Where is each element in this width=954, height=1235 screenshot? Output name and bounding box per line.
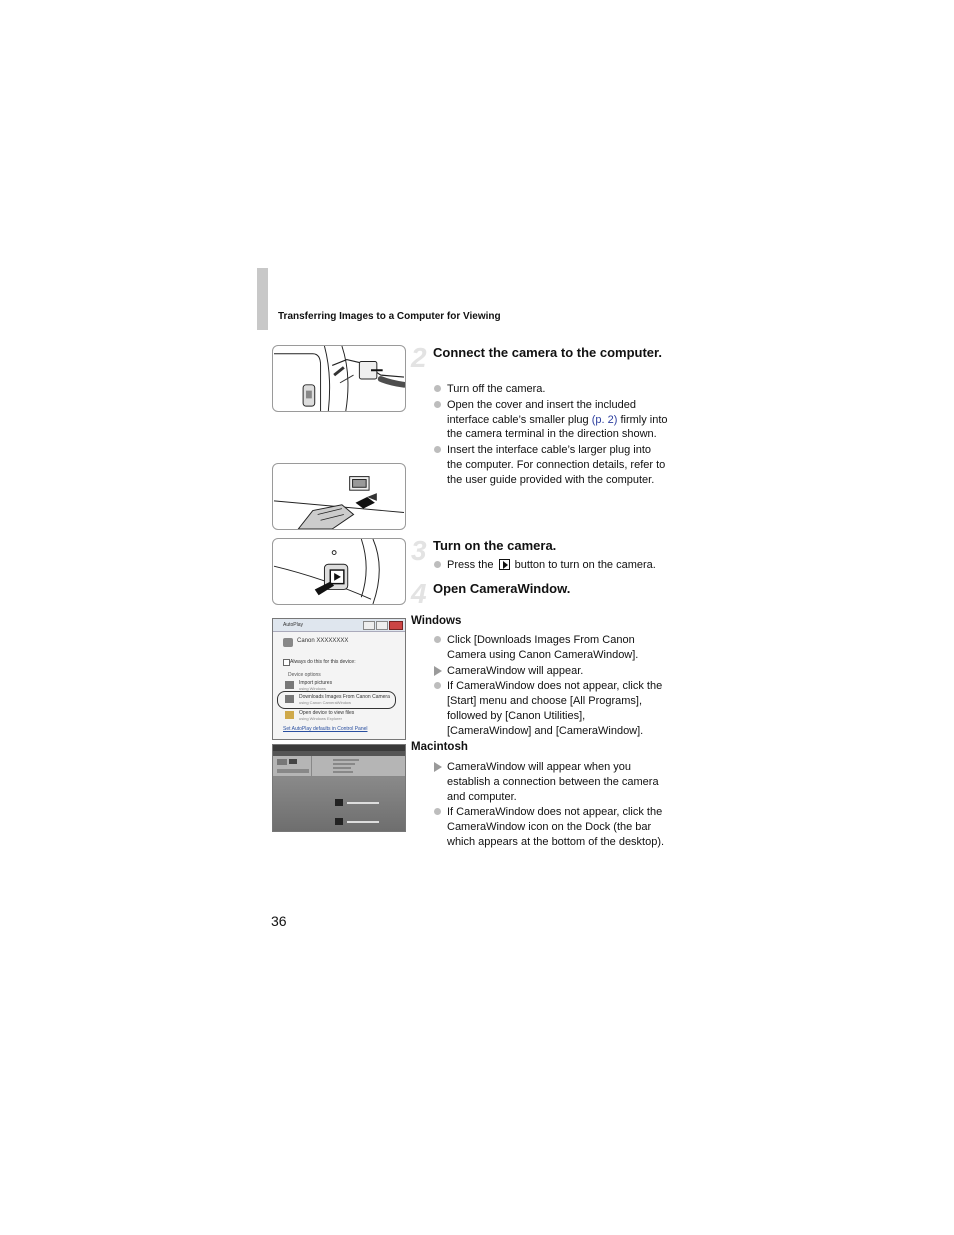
bullet-insert-large-plug: Insert the interface cable’s larger plug into the computer. For connection details, refer to the user guide provided with the computer. — [433, 443, 668, 487]
play-button-icon — [499, 559, 510, 570]
bullet-press-play: Press the button to turn on the camera. — [433, 558, 678, 573]
mac-info-panel — [273, 756, 405, 777]
device-name: Canon XXXXXXXX — [297, 638, 349, 644]
option-import-sub: using Windows — [299, 686, 326, 691]
windows-heading: Windows — [411, 615, 462, 627]
camera-device-icon — [283, 638, 293, 647]
step-number-4: 4 — [411, 578, 427, 609]
folder-icon — [285, 711, 294, 719]
windows-bullets — [433, 633, 668, 740]
option-download-sub: using Canon CameraWindow — [299, 700, 352, 705]
mac-camera-icon — [277, 759, 287, 765]
dialog-titlebar — [273, 619, 405, 632]
mac-bullet-dock: If CameraWindow does not appear, click the CameraWindow icon on the Dock (the bar which appears at the bottom of the desktop). — [433, 805, 668, 849]
close-icon[interactable] — [389, 621, 403, 630]
organize-images-label — [347, 821, 379, 823]
page-2-link[interactable]: (p. 2) — [591, 413, 618, 426]
step-3-bullets — [433, 558, 678, 574]
macintosh-bullets — [433, 760, 668, 851]
chapter-tab-bar — [257, 268, 268, 330]
page-header: Transferring Images to a Computer for Viewing — [278, 311, 501, 322]
option-import-main[interactable]: Import pictures — [299, 680, 333, 686]
camera-terminal-illustration — [272, 345, 406, 412]
mac-card-icon — [289, 759, 297, 764]
dialog-title: AutoPlay — [283, 622, 304, 628]
minimize-icon[interactable] — [363, 621, 375, 630]
always-do-checkbox[interactable] — [283, 659, 290, 666]
step-number-2: 2 — [411, 342, 427, 373]
mac-status-field — [277, 769, 309, 773]
step-2-title: Connect the camera to the computer. — [433, 345, 662, 360]
autoplay-defaults-link[interactable]: Set AutoPlay defaults in Control Panel — [283, 726, 368, 732]
step-4-title: Open CameraWindow. — [433, 581, 571, 596]
option-open-sub: using Windows Explorer — [299, 716, 342, 721]
macintosh-heading: Macintosh — [411, 741, 468, 753]
computer-usb-port-illustration — [272, 463, 406, 530]
bullet-insert-small-plug: Open the cover and insert the included interface cable’s smaller plug (p. 2) firmly into the camera terminal in the direction shown. — [433, 398, 668, 442]
page-number: 36 — [271, 913, 287, 929]
step-number-3: 3 — [411, 535, 427, 566]
bullet-turn-off: Turn off the camera. — [433, 382, 668, 397]
import-pictures-icon — [285, 681, 294, 689]
camera-power-on-illustration — [272, 538, 406, 605]
windows-result-appear: CameraWindow will appear. — [433, 664, 668, 679]
always-do-label: Always do this for this device: — [290, 659, 356, 665]
device-options-heading: Device options — [288, 672, 321, 678]
option-download-main[interactable]: Downloads Images From Canon Camera — [299, 694, 390, 700]
import-images-label — [347, 802, 379, 804]
step-2-bullets — [433, 382, 668, 489]
maximize-icon[interactable] — [376, 621, 388, 630]
autoplay-dialog-screenshot — [272, 618, 406, 740]
option-open-main[interactable]: Open device to view files — [299, 710, 355, 716]
step-3-title: Turn on the camera. — [433, 538, 557, 553]
mac-result-appear: CameraWindow will appear when you establish a connection between the camera and computer. — [433, 760, 668, 804]
windows-bullet-click-download: Click [Downloads Images From Canon Camera using Canon CameraWindow]. — [433, 633, 668, 663]
import-images-icon[interactable] — [335, 799, 343, 806]
organize-images-icon[interactable] — [335, 818, 343, 825]
mac-camerawindow-screenshot — [272, 744, 406, 832]
windows-bullet-start-menu: If CameraWindow does not appear, click the [Start] menu and choose [All Programs], followed by [Canon Utilities], [CameraWindow] and [CameraWindow]. — [433, 679, 668, 738]
cameraWindow-option-icon — [285, 695, 294, 703]
